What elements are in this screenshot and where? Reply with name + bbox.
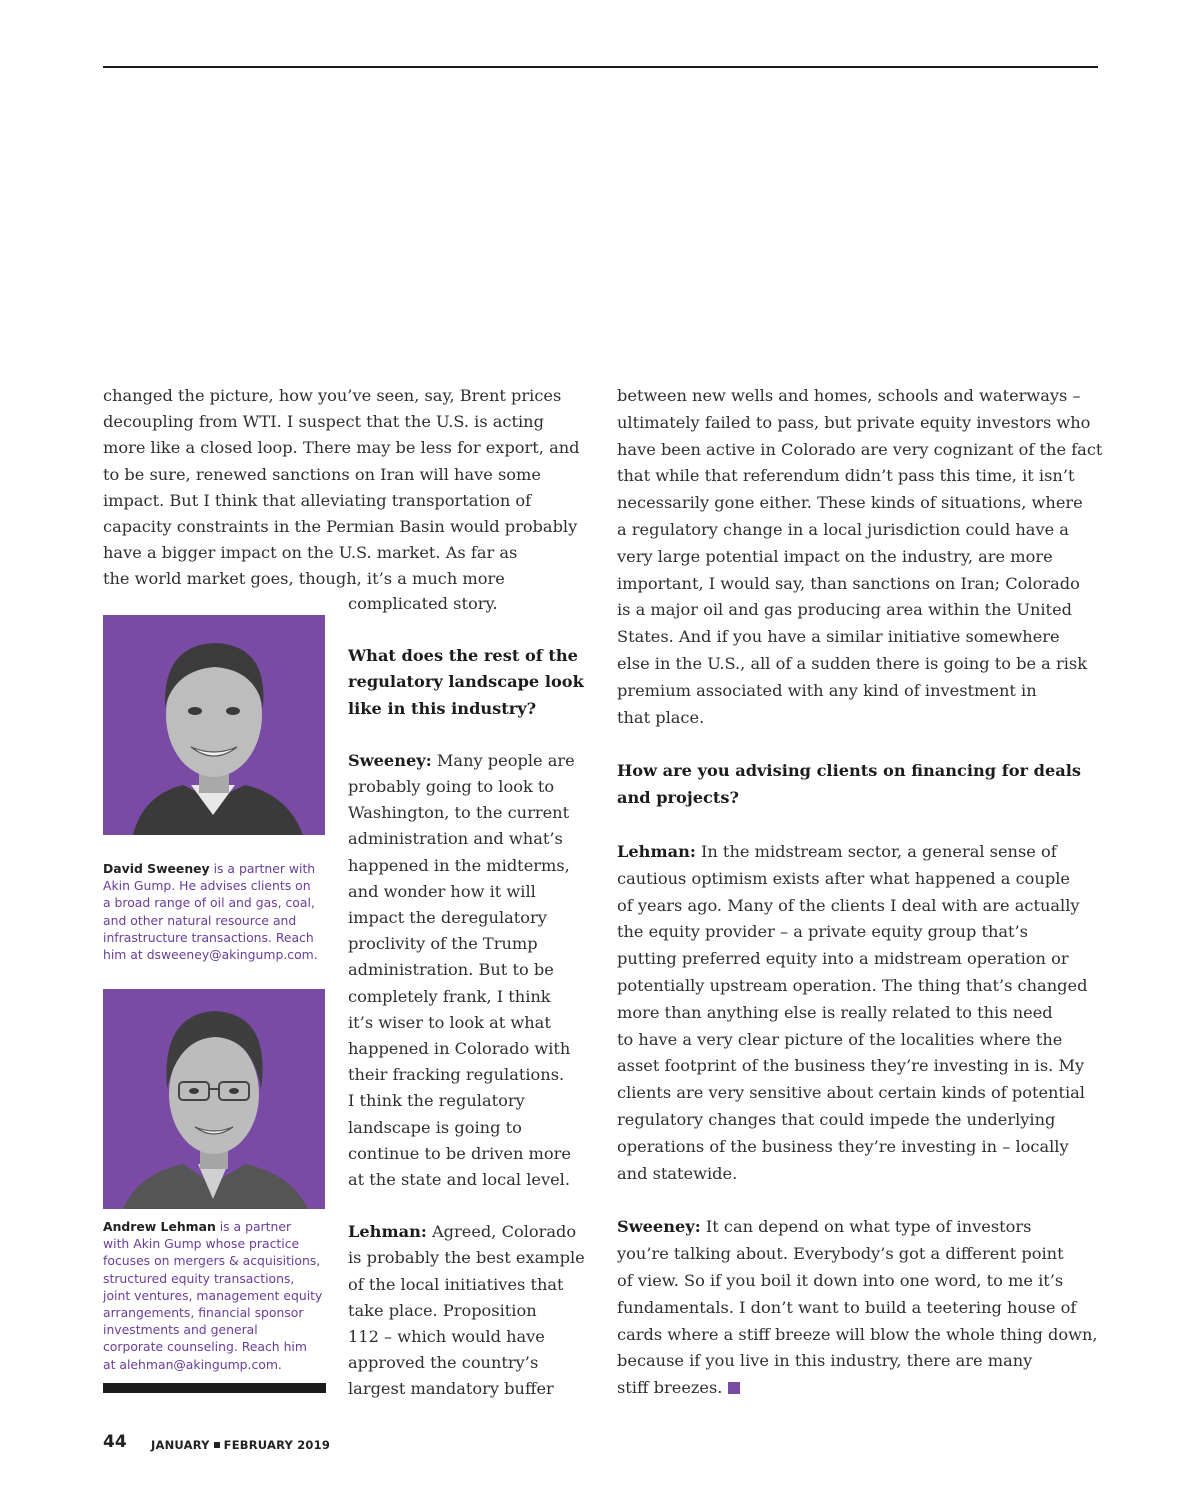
- answer-line: of the local initiatives that: [348, 1274, 564, 1294]
- answer-line: administration and what’s: [348, 829, 563, 849]
- answer-line: 112 – which would have: [348, 1327, 545, 1347]
- body-line: have been active in Colorado are very cognizant of the fact: [617, 439, 1103, 459]
- speaker-sweeney: Sweeney:: [348, 750, 432, 770]
- answer-line: happened in Colorado with: [348, 1039, 571, 1059]
- answer-line: stiff breezes.: [617, 1375, 1112, 1402]
- body-line: a regulatory change in a local jurisdiction could have a: [617, 519, 1069, 539]
- body-line: changed the picture, how you’ve seen, say, Brent prices: [103, 386, 562, 405]
- body-line: the world market goes, though, it’s a much more: [103, 569, 505, 589]
- left-column: [103, 383, 593, 593]
- end-mark: [728, 1382, 740, 1394]
- answer-line: approved the country’s: [348, 1353, 539, 1373]
- answer-line: proclivity of the Trump: [348, 934, 538, 954]
- body-line: ultimately failed to pass, but private equity investors who: [617, 412, 1091, 432]
- bio-sweeney: David Sweeney is a partner with Akin Gump. He advises clients on a broad range of oil and gas, coal, and other natural resource and infrastructure transactions. Reach him at dsweeney@akingump.com.: [103, 861, 318, 963]
- answer-line: completely frank, I think: [348, 986, 551, 1006]
- answer-line: fundamentals. I don’t want to build a teetering house of: [617, 1297, 1077, 1317]
- body-line: very large potential impact on the industry, are more: [617, 546, 1053, 566]
- middle-column: [348, 591, 588, 1403]
- body-line: complicated story.: [348, 594, 498, 613]
- answer-line: is probably the best example: [348, 1248, 585, 1268]
- answer-line: more than anything else is really related to this need: [617, 1002, 1053, 1022]
- body-line: States. And if you have a similar initiative somewhere: [617, 627, 1060, 647]
- question-line: like in this industry?: [348, 698, 537, 718]
- speaker-sweeney: Sweeney:: [617, 1217, 701, 1237]
- answer-line: of years ago. Many of the clients I deal with are actually: [617, 895, 1080, 915]
- answer-line: clients are very sensitive about certain kinds of potential: [617, 1083, 1085, 1103]
- answer-line: Lehman: In the midstream sector, a general sense of: [617, 841, 1057, 861]
- answer-line: probably going to look to: [348, 777, 555, 797]
- bio-name: David Sweeney: [103, 861, 210, 876]
- body-line: is a major oil and gas producing area within the United: [617, 600, 1073, 620]
- answer-line: Sweeney: It can depend on what type of investors: [617, 1217, 1032, 1237]
- body-line: capacity constraints in the Permian Basin would probably: [103, 517, 578, 537]
- answer-line: impact the deregulatory: [348, 908, 547, 928]
- body-line: decoupling from WTI. I suspect that the U.S. is acting: [103, 412, 544, 432]
- body-line: between new wells and homes, schools and waterways –: [617, 386, 1081, 405]
- answer-line: regulatory changes that could impede the underlying: [617, 1109, 1056, 1129]
- body-line: have a bigger impact on the U.S. market. As far as: [103, 543, 518, 563]
- body-line: that while that referendum didn’t pass this time, it isn’t: [617, 466, 1075, 486]
- answer-line: cards where a stiff breeze will blow the whole thing down,: [617, 1324, 1098, 1344]
- bio-name: Andrew Lehman: [103, 1219, 216, 1234]
- answer-line: Lehman: Agreed, Colorado: [348, 1222, 577, 1242]
- answer-line: happened in the midterms,: [348, 855, 570, 875]
- answer-line: because if you live in this industry, there are many: [617, 1351, 1033, 1371]
- answer-line: continue to be driven more: [348, 1143, 571, 1163]
- speaker-lehman: Lehman:: [348, 1222, 427, 1242]
- answer-line: to have a very clear picture of the localities where the: [617, 1029, 1063, 1049]
- right-column: [617, 383, 1112, 1402]
- body-line: necessarily gone either. These kinds of situations, where: [617, 493, 1083, 513]
- bio-lehman: Andrew Lehman is a partner with Akin Gump whose practice focuses on mergers & acquisitions, structured equity transactions, joint ventures, management equity arrangements, financial sponsor investments and general corporate counseling. Reach him at alehman@akingump.com.: [103, 1219, 323, 1372]
- question-line: What does the rest of the: [348, 646, 578, 666]
- question-line: regulatory landscape look: [348, 672, 584, 692]
- answer-line: Sweeney: Many people are: [348, 750, 575, 770]
- body-line: that place.: [617, 707, 705, 727]
- answer-line: and wonder how it will: [348, 881, 536, 901]
- answer-line: putting preferred equity into a midstream operation or: [617, 949, 1069, 969]
- answer-line: it’s wiser to look at what: [348, 1012, 551, 1032]
- issue-date: JANUARY FEBRUARY 2019: [151, 1438, 331, 1452]
- answer-line: at the state and local level.: [348, 1170, 571, 1190]
- body-line: to be sure, renewed sanctions on Iran will have some: [103, 464, 541, 484]
- body-line: else in the U.S., all of a sudden there is going to be a risk: [617, 653, 1088, 673]
- answer-line: the equity provider – a private equity group that’s: [617, 922, 1028, 942]
- speaker-lehman: Lehman:: [617, 841, 696, 861]
- answer-line: their fracking regulations.: [348, 1065, 565, 1085]
- answer-line: operations of the business they’re investing in – locally: [617, 1136, 1069, 1156]
- question-line: How are you advising clients on financing for deals: [617, 761, 1082, 781]
- answer-line: cautious optimism exists after what happened a couple: [617, 868, 1070, 888]
- answer-line: you’re talking about. Everybody’s got a different point: [617, 1244, 1064, 1264]
- answer-line: and statewide.: [617, 1163, 738, 1183]
- answer-line: of view. So if you boil it down into one word, to me it’s: [617, 1270, 1064, 1290]
- answer-line: potentially upstream operation. The thing that’s changed: [617, 975, 1088, 995]
- body-line: important, I would say, than sanctions on Iran; Colorado: [617, 573, 1080, 593]
- answer-line: largest mandatory buffer: [348, 1379, 554, 1399]
- question-line: and projects?: [617, 788, 739, 808]
- answer-line: landscape is going to: [348, 1117, 522, 1137]
- body-line: premium associated with any kind of investment in: [617, 680, 1037, 700]
- answer-line: take place. Proposition: [348, 1300, 537, 1320]
- portrait-photo-sweeney: [103, 615, 325, 835]
- answer-line: asset footprint of the business they’re investing in is. My: [617, 1056, 1085, 1076]
- body-line: more like a closed loop. There may be less for export, and: [103, 438, 580, 458]
- answer-line: I think the regulatory: [348, 1091, 525, 1111]
- portrait-photo-lehman: [103, 989, 325, 1209]
- separator-square-icon: [214, 1442, 220, 1448]
- sidebar-bottom-bar: [103, 1383, 326, 1393]
- answer-line: Washington, to the current: [348, 803, 570, 823]
- body-line: impact. But I think that alleviating transportation of: [103, 490, 532, 510]
- answer-line: administration. But to be: [348, 960, 554, 980]
- page-number: 44: [103, 1432, 127, 1452]
- top-rule: [103, 66, 1098, 68]
